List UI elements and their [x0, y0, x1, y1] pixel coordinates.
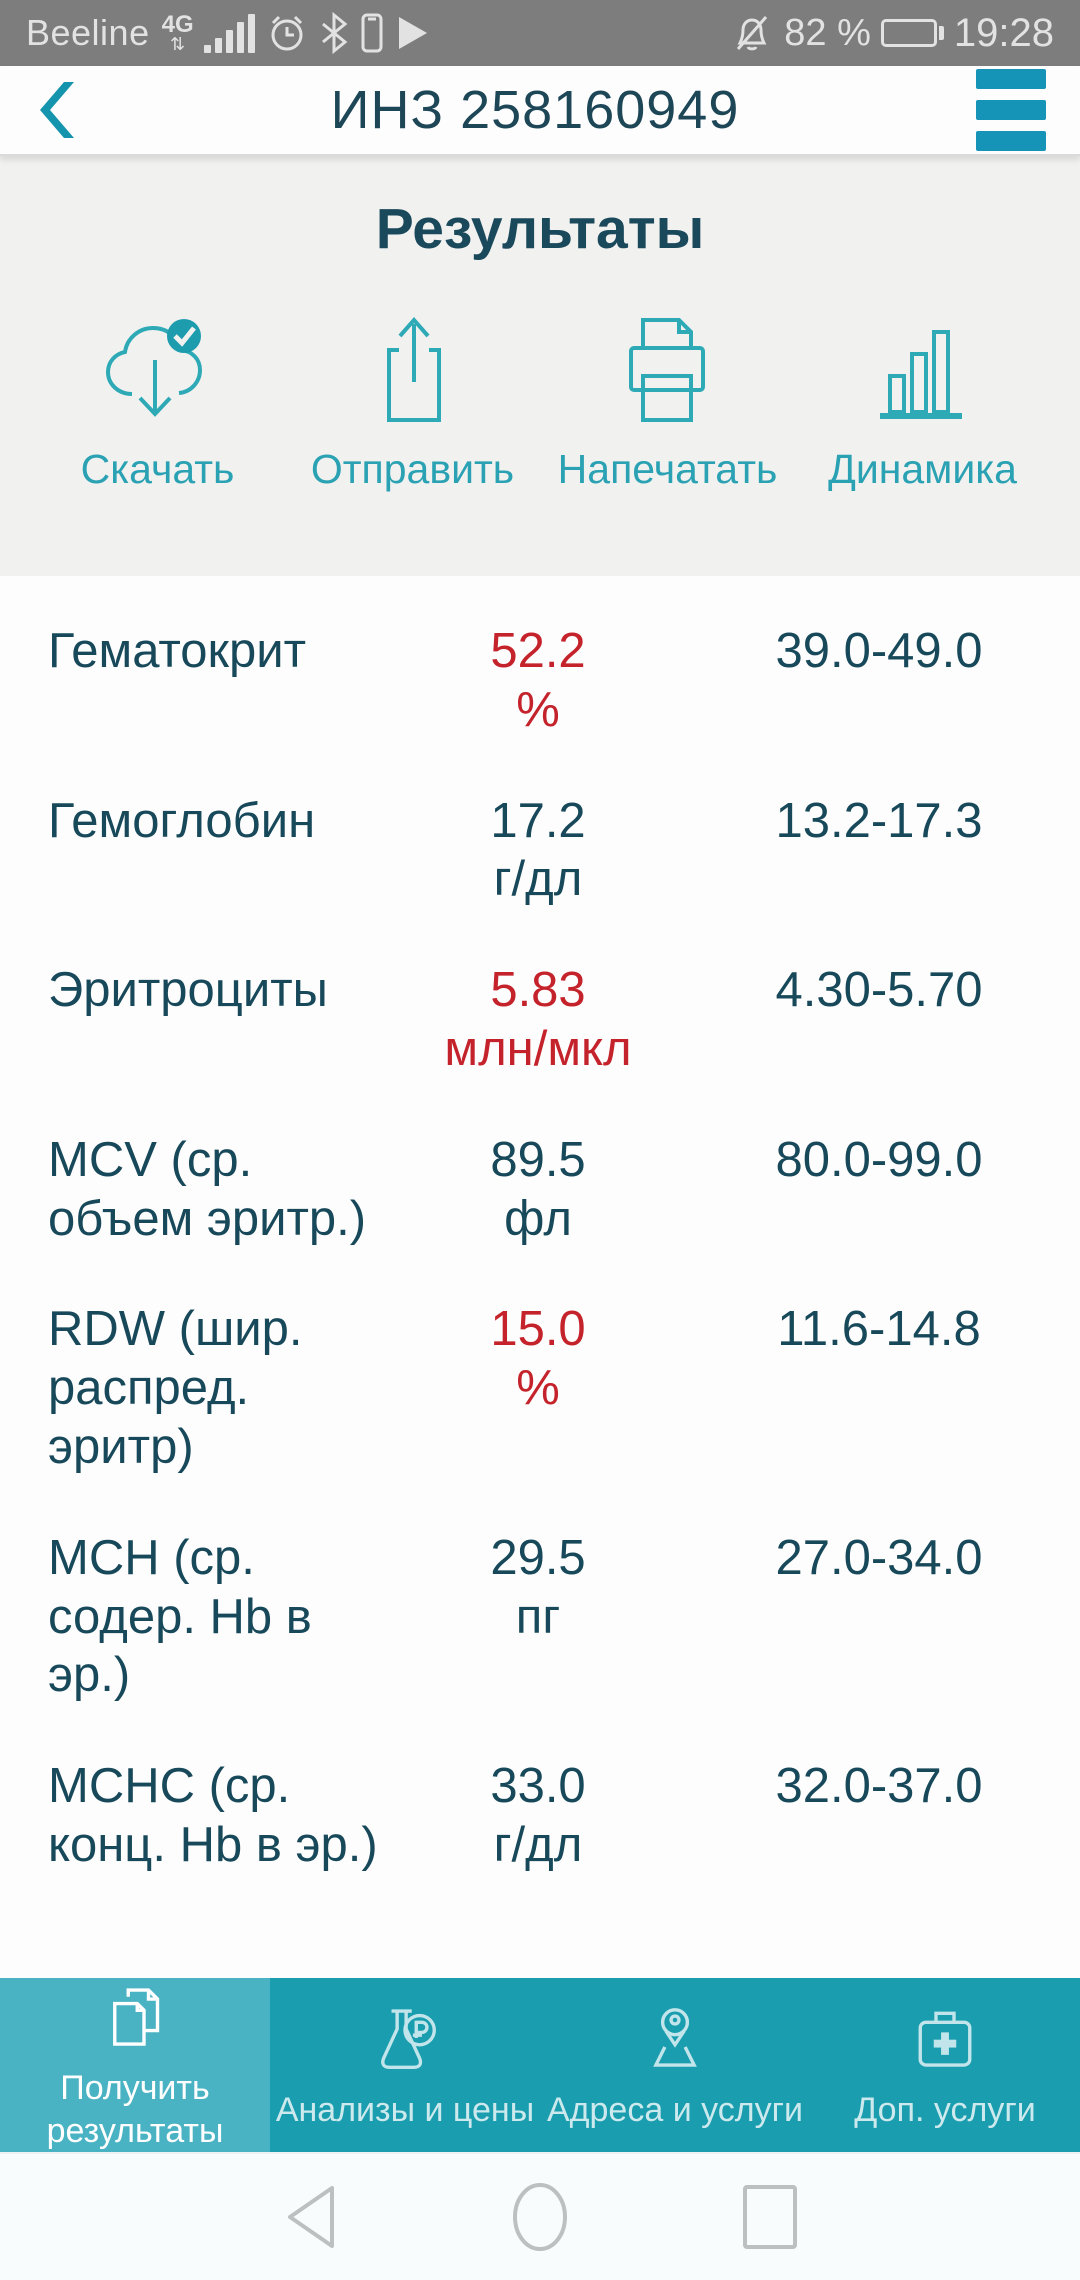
tab-label: Получить результаты — [46, 2069, 224, 2150]
bottom-nav — [0, 1978, 1080, 2152]
signal-strength-icon — [204, 13, 255, 53]
android-recents-button[interactable] — [738, 2177, 802, 2257]
print-button[interactable] — [540, 310, 795, 493]
tab-additional-services[interactable] — [810, 1978, 1080, 2152]
action-label: Напечатать — [557, 446, 778, 492]
reference-range: 27.0-34.0 — [775, 1530, 983, 1585]
android-home-button[interactable] — [508, 2177, 572, 2257]
analyte-value: 33.0 г/дл — [490, 1759, 586, 1872]
results-table — [0, 576, 1080, 1978]
analyte-name: Эритроциты — [48, 963, 328, 1018]
analyte-name: Гематокрит — [48, 624, 307, 678]
bar-chart-icon — [868, 310, 978, 428]
home-circle-icon — [509, 2178, 571, 2256]
status-bar — [0, 0, 1080, 66]
map-pin-icon — [639, 1999, 711, 2077]
play-icon — [395, 13, 429, 53]
back-button[interactable] — [34, 82, 124, 138]
reference-range: 32.0-37.0 — [775, 1759, 983, 1814]
battery-percent-label: 82 % — [784, 11, 871, 54]
results-title: Результаты — [375, 197, 705, 261]
reference-range: 80.0-99.0 — [775, 1132, 983, 1187]
actions-row — [0, 310, 1080, 493]
dynamics-button[interactable] — [795, 310, 1050, 493]
cloud-download-icon — [98, 310, 218, 428]
tab-addresses-and-services[interactable] — [540, 1978, 810, 2152]
page-title: ИНЗ 258160949 — [330, 80, 740, 140]
analyte-value: 89.5 фл — [490, 1132, 586, 1246]
table-row — [48, 792, 1040, 910]
reference-range: 4.30-5.70 — [775, 963, 983, 1018]
send-button[interactable] — [285, 310, 540, 493]
tab-label: Адреса и услуги — [547, 2090, 803, 2129]
flask-price-icon — [369, 1999, 441, 2077]
printer-icon — [613, 310, 723, 428]
analyte-value: 15.0 % — [490, 1302, 586, 1416]
phone-status-icon — [359, 11, 385, 55]
analyte-value: 17.2 г/дл — [490, 793, 586, 907]
tab-tests-and-prices[interactable] — [270, 1978, 540, 2152]
action-label: Скачать — [80, 446, 235, 492]
bluetooth-icon — [319, 11, 349, 55]
table-row — [48, 1529, 1040, 1705]
back-triangle-icon — [282, 2184, 338, 2250]
app-header — [0, 66, 1080, 156]
analyte-name: MCH (ср. содер. Hb в эр.) — [48, 1530, 312, 1703]
alarm-clock-icon — [265, 11, 309, 55]
analyte-name: Гемоглобин — [48, 793, 316, 848]
reference-range: 39.0-49.0 — [775, 624, 983, 678]
analyte-name: MCHC (ср. конц. Hb в эр.) — [48, 1759, 378, 1872]
table-row — [48, 1757, 1040, 1875]
action-label: Отправить — [310, 446, 515, 492]
back-chevron-icon — [34, 82, 74, 138]
clock-label: 19:28 — [953, 10, 1054, 55]
analyte-value: 5.83 млн/мкл — [444, 963, 632, 1076]
android-navigation-bar — [0, 2152, 1080, 2280]
battery-icon — [881, 19, 944, 47]
tab-label: Доп. услуги — [854, 2090, 1036, 2129]
recents-square-icon — [741, 2183, 799, 2251]
analyte-value: 52.2 % — [490, 624, 586, 737]
menu-button[interactable] — [976, 69, 1046, 151]
table-row — [48, 1300, 1040, 1476]
reference-range: 13.2-17.3 — [775, 793, 983, 848]
documents-icon — [99, 1978, 171, 2055]
analyte-name: RDW (шир. распред. эритр) — [48, 1302, 303, 1474]
table-row — [48, 961, 1040, 1079]
notifications-muted-icon — [730, 11, 774, 55]
table-row — [48, 1131, 1040, 1249]
download-button[interactable] — [30, 310, 285, 493]
medical-bag-icon — [909, 1999, 981, 2077]
network-4g-icon: 4G ⇅ — [161, 11, 194, 54]
reference-range: 11.6-14.8 — [777, 1302, 981, 1357]
analyte-value: 29.5 пг — [490, 1530, 586, 1644]
carrier-label: Beeline — [26, 12, 150, 53]
share-icon — [363, 310, 463, 428]
android-back-button[interactable] — [278, 2177, 342, 2257]
table-row — [48, 622, 1040, 740]
analyte-name: MCV (ср. объем эритр.) — [48, 1132, 367, 1246]
results-panel — [0, 156, 1080, 576]
tab-label: Анализы и цены — [275, 2090, 535, 2129]
action-label: Динамика — [828, 446, 1017, 492]
tab-get-results[interactable] — [0, 1978, 270, 2152]
